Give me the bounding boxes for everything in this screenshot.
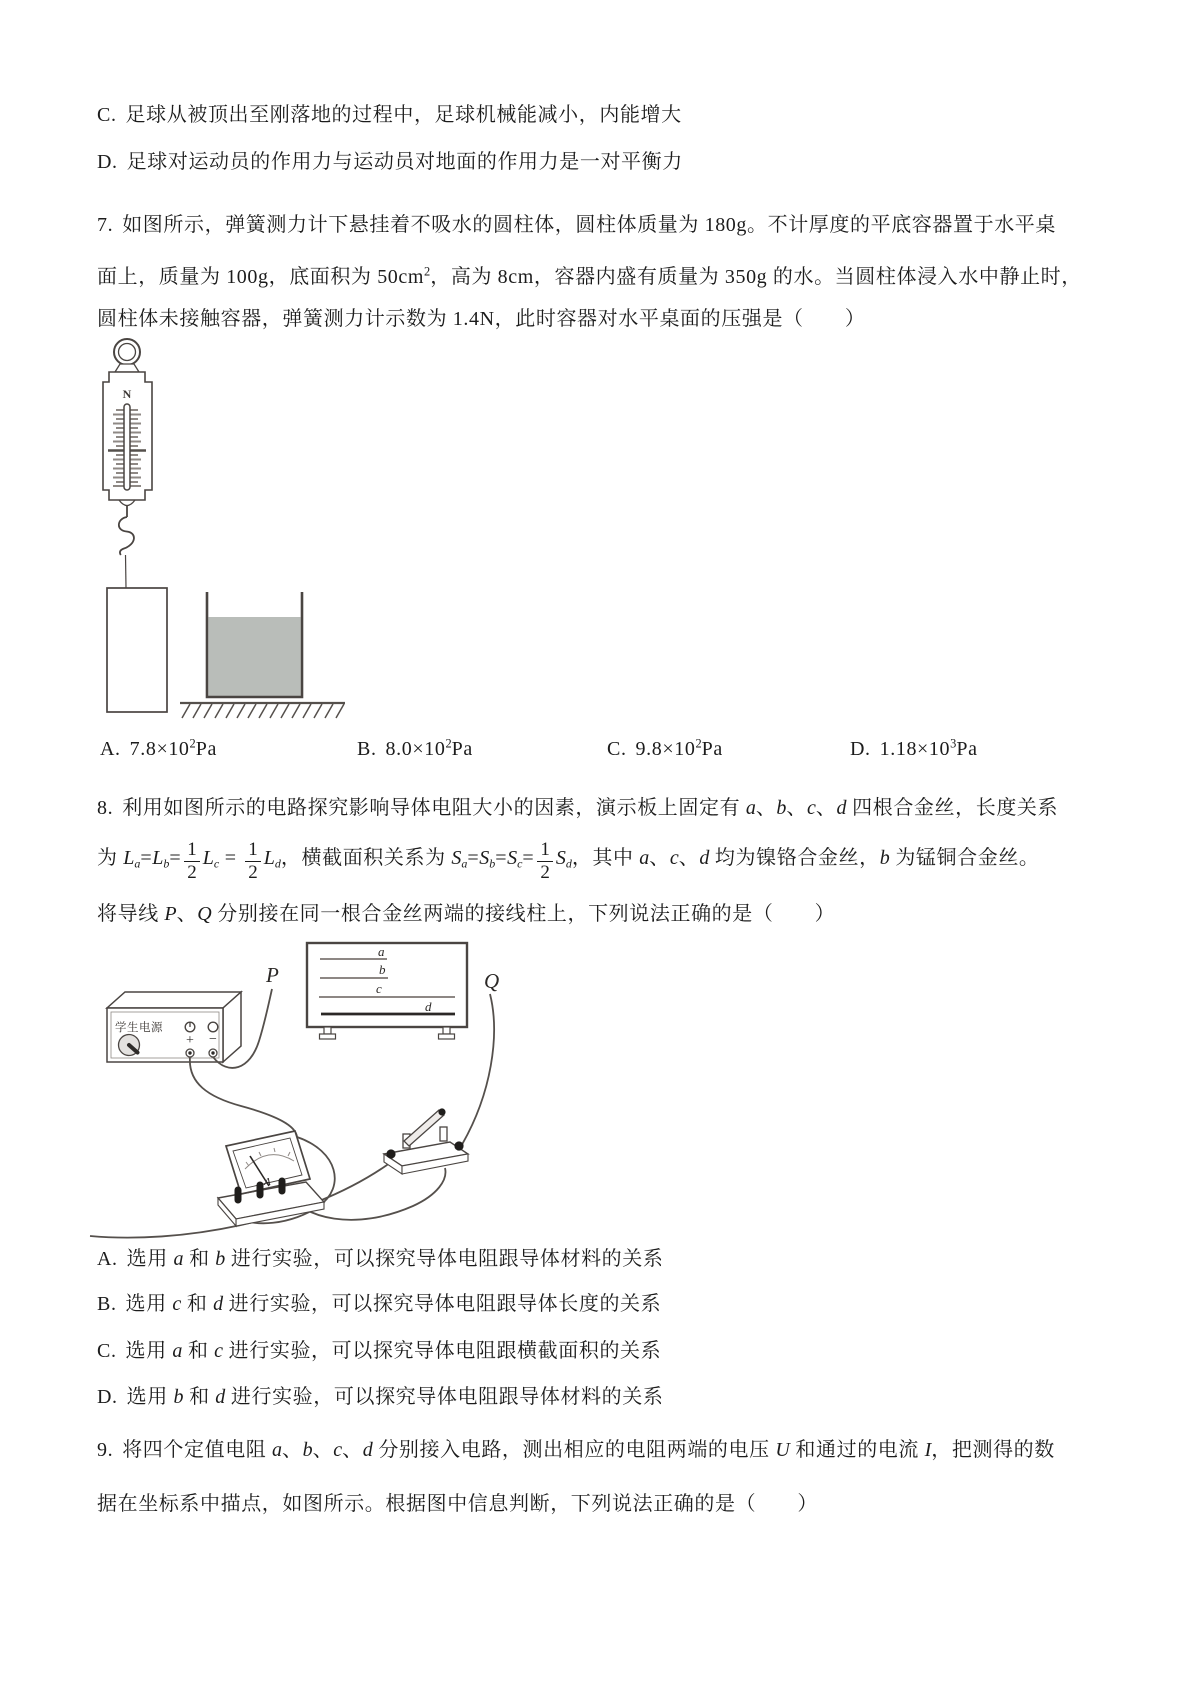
option-text: 选用 b 和 d 进行实验，可以探究导体电阻跟导体材料的关系 (126, 1386, 664, 1408)
board-feet (320, 1027, 455, 1039)
option-text: 选用 a 和 c 进行实验，可以探究导体电阻跟横截面积的关系 (125, 1340, 662, 1362)
q7-option-a (100, 731, 217, 762)
option-value: $1.18\times 10^3Pa$ (879, 737, 978, 761)
option-text: 足球对运动员的作用力与运动员对地面的作用力是一对平衡力 (126, 151, 683, 173)
option-label: D. (850, 738, 871, 761)
option-prev-d (97, 149, 683, 175)
wire-label-c: c (376, 981, 382, 996)
power-supply-label: 学生电源 (115, 1022, 163, 1034)
ammeter-icon (218, 1131, 324, 1226)
question-8-line-3 (97, 901, 835, 927)
ground-icon (180, 703, 345, 718)
option-label: B. (97, 1293, 117, 1315)
question-text: 圆柱体未接触容器，弹簧测力计示数为 1.4N，此时容器对水平桌面的压强是（ ） (97, 308, 866, 330)
wire-label-d: d (425, 999, 432, 1014)
power-supply-icon (107, 992, 241, 1062)
switch-lever (404, 1110, 444, 1146)
option-value: $7.8\times 10^2Pa$ (129, 737, 217, 761)
figure-7-illustration (95, 330, 350, 725)
q8-option-a (97, 1246, 663, 1272)
wire-plus-to-ammeter (190, 1057, 297, 1137)
option-label: C. (97, 1340, 117, 1362)
question-text: 为 $L_a=L_b=$ $\frac{1}{2}$ $L_c$ = $\frac{1}{2}$ $L_d$，横截面积关系为 $S_a=S_b=S_c=$ $\frac{1}{2}$ $S_d$，其中 a、c、d 均为镍铬合金丝，b 为锰铜合金丝。 (97, 839, 1040, 883)
water-container-icon (207, 592, 302, 697)
wire-label-a: a (378, 944, 385, 959)
wire-p-label: P (266, 963, 279, 987)
wire-q-label: Q (484, 969, 500, 993)
figure-8-illustration (88, 940, 513, 1240)
option-text: 选用 a 和 b 进行实验，可以探究导体电阻跟导体材料的关系 (126, 1248, 664, 1270)
q8-option-b (97, 1291, 661, 1317)
option-value: $8.0\times 10^2Pa$ (385, 737, 473, 761)
question-8-line-2 (97, 840, 1040, 883)
question-9-line-1 (97, 1437, 1055, 1463)
water-fill (209, 617, 301, 697)
plus-symbol: + (186, 1033, 194, 1048)
switch-terminal (386, 1149, 395, 1158)
option-value: $9.8\times 10^2Pa$ (635, 737, 723, 761)
question-7-line-2 (97, 259, 1082, 290)
string (126, 555, 127, 588)
q8-option-d (97, 1384, 663, 1410)
option-label: D. (97, 151, 118, 173)
minus-symbol: − (209, 1032, 217, 1047)
option-label: C. (607, 738, 627, 761)
q8-option-c (97, 1338, 661, 1364)
option-label: A. (100, 738, 121, 761)
q7-option-b (357, 731, 473, 762)
switch-terminal (454, 1141, 463, 1150)
option-text: 选用 c 和 d 进行实验，可以探究导体电阻跟导体长度的关系 (125, 1293, 662, 1315)
question-9-line-2 (97, 1491, 818, 1517)
question-number: 9. (97, 1439, 114, 1461)
switch-icon (384, 1108, 468, 1174)
option-text: 足球从被顶出至刚落地的过程中，足球机械能减小，内能增大 (125, 104, 682, 126)
cylinder-icon (107, 588, 167, 712)
ammeter-label: A (264, 1176, 271, 1188)
demo-board-icon (307, 943, 467, 1039)
question-8-line-1 (97, 795, 1058, 821)
scale-unit-label: N (122, 387, 132, 401)
scale-rod (124, 404, 130, 490)
option-prev-c (97, 102, 682, 128)
wire-label-b: b (379, 962, 386, 977)
question-number: 8. (97, 797, 114, 819)
question-text: 据在坐标系中描点，如图所示。根据图中信息判断，下列说法正确的是（ ） (97, 1493, 818, 1515)
spring-scale-icon (103, 339, 152, 588)
hook-icon (119, 506, 134, 555)
option-label: D. (97, 1386, 118, 1408)
question-7-line-3 (97, 306, 865, 332)
option-label: A. (97, 1248, 118, 1270)
option-label: C. (97, 104, 117, 126)
question-text: 面上，质量为 100g，底面积为 $50cm^2$，高为 8cm，容器内盛有质量为 350g 的水。当圆柱体浸入水中静止时， (97, 265, 1082, 289)
option-label: B. (357, 738, 377, 761)
q7-option-c (607, 731, 723, 762)
question-text: 如图所示，弹簧测力计下悬挂着不吸水的圆柱体，圆柱体质量为 180g。不计厚度的平底容器置于水平桌 (122, 214, 1057, 236)
question-text: 将导线 P、Q 分别接在同一根合金丝两端的接线柱上，下列说法正确的是（ ） (97, 903, 836, 925)
question-7-line-1 (97, 212, 1056, 238)
question-text: 利用如图所示的电路探究影响导体电阻大小的因素，演示板上固定有 a、b、c、d 四根合金丝，长度关系 (122, 797, 1059, 819)
q7-option-d (850, 731, 978, 762)
question-text: 将四个定值电阻 a、b、c、d 分别接入电路，测出相应的电阻两端的电压 U 和通过的电流 I，把测得的数 (122, 1439, 1055, 1461)
question-number: 7. (97, 214, 114, 236)
